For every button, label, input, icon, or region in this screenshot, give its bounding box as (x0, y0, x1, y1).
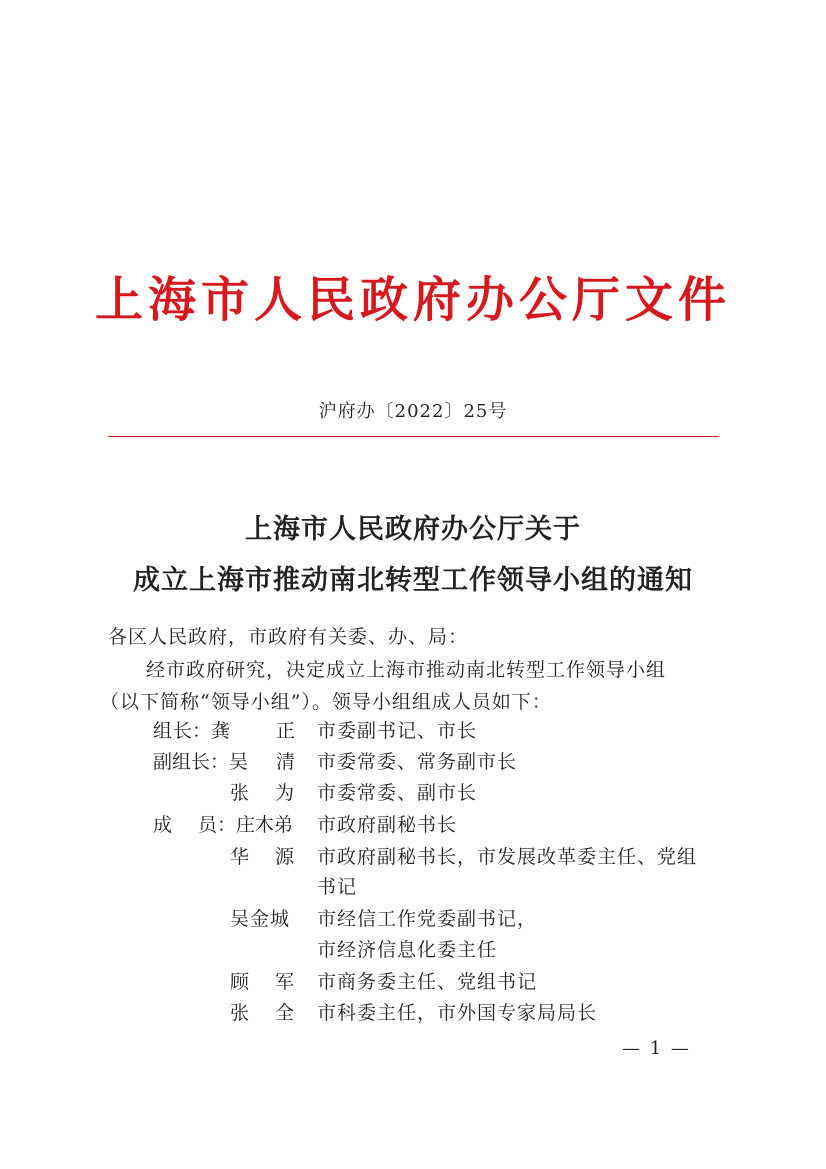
person-name (230, 998, 294, 1028)
person-post: 市政府副秘书长 (317, 814, 458, 836)
page-number: — 1 — (622, 1038, 691, 1059)
name-char-2: 全 (274, 1002, 294, 1024)
document-title-line-2: 成立上海市推动南北转型工作领导小组的通知 (133, 565, 693, 596)
person-name: 吴金城 (230, 908, 291, 930)
role-members-char-1: 成 (153, 814, 173, 836)
role-leader-char-1: 组 (153, 720, 173, 742)
person-name-tail: 正 (276, 720, 296, 742)
recipients: 各区人民政府，市政府有关委、办、局： (108, 626, 469, 648)
person-name (230, 842, 294, 872)
role-members-char-2: 员：庄木弟 (197, 814, 293, 836)
person-post: 市委常委、副市长 (317, 782, 478, 804)
document-title-line-1: 上海市人民政府办公厅关于 (245, 514, 581, 545)
role-deputy: 副组长：吴 (153, 751, 249, 773)
name-char-2: 为 (274, 782, 294, 804)
name-char-1: 张 (230, 782, 250, 804)
person-post: 市科委主任，市外国专家局局长 (317, 1002, 598, 1024)
name-char-2: 军 (274, 971, 294, 993)
name-char-1: 华 (230, 846, 250, 868)
person-post-continued: 书记 (317, 876, 358, 898)
person-post: 市商务委主任、党组书记 (317, 971, 538, 993)
person-name (230, 778, 294, 808)
person-name-tail: 清 (276, 751, 296, 773)
person-post-continued: 市经济信息化委主任 (317, 939, 498, 961)
person-post: 市委常委、常务副市长 (317, 751, 518, 773)
letterhead-title: 上海市人民政府办公厅文件 (94, 272, 731, 328)
person-post: 市委副书记、市长 (317, 720, 478, 742)
name-char-1: 顾 (230, 971, 250, 993)
name-char-1: 张 (230, 1002, 250, 1024)
red-divider (108, 436, 719, 437)
person-name (230, 967, 294, 997)
person-post: 市经信工作党委副书记， (317, 908, 538, 930)
role-members (153, 810, 293, 840)
paragraph-line-1: 经市政府研究，决定成立上海市推动南北转型工作领导小组 (146, 659, 667, 681)
person-post: 市政府副秘书长，市发展改革委主任、党组 (317, 846, 698, 868)
role-leader (153, 716, 230, 746)
name-char-2: 源 (274, 846, 294, 868)
document-number: 沪府办〔2022〕25号 (318, 401, 508, 422)
paragraph-line-2: （以下简称“领导小组”）。领导小组组成人员如下： (100, 691, 552, 713)
role-leader-char-2: 长：龚 (172, 720, 230, 742)
